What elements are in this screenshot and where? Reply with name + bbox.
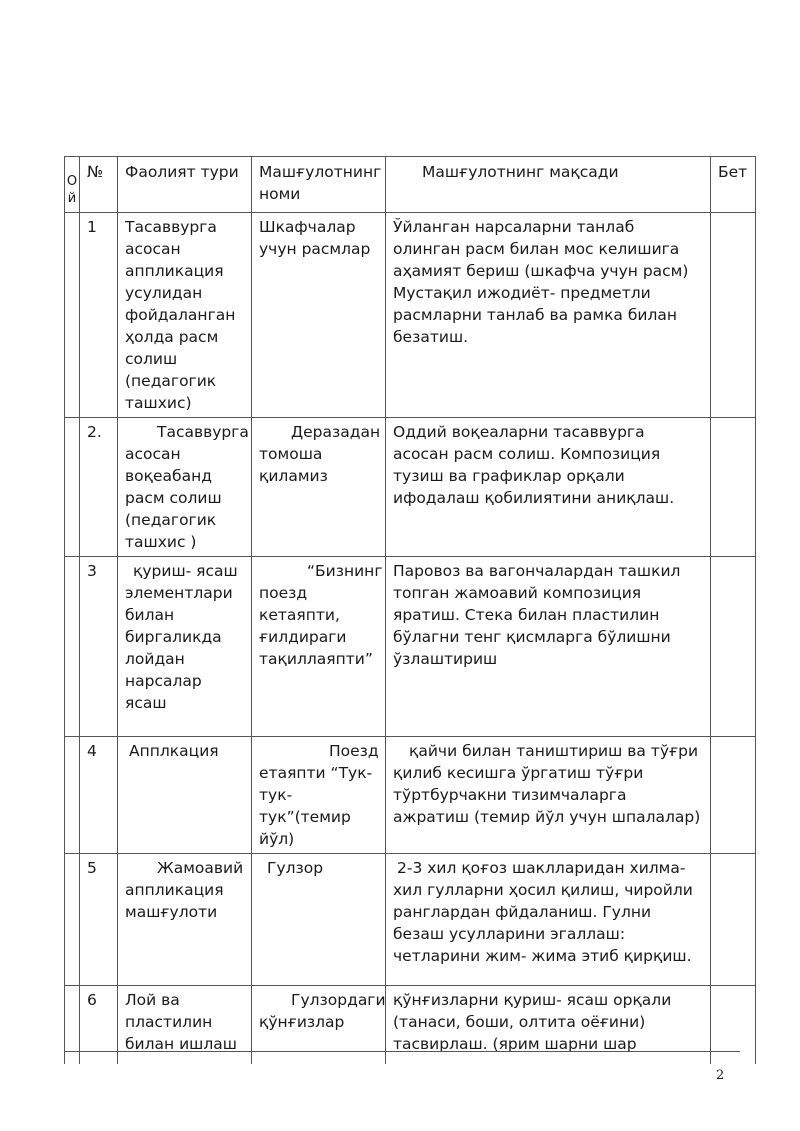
lesson-goal-cell: Ўйланган нарсаларни танлаб олинган расм билан мос келишига аҳамият бериш (шкафча учун расм) Мустақил ижодиёт- предметли расмларни танлаб ва рамка билан безатиш.: [386, 213, 711, 418]
month-letter-2: й: [67, 191, 77, 206]
month-label: [65, 173, 79, 207]
header-page: Бет: [711, 157, 756, 213]
row-number: 3: [80, 557, 118, 737]
table-row: [65, 737, 756, 854]
page-cell: [711, 213, 756, 418]
header-lesson-name: Машғулотнинг номи: [252, 157, 386, 213]
month-cell: [65, 854, 80, 986]
row-number: 2.: [80, 418, 118, 557]
header-lesson-goal: Машғулотнинг мақсади: [386, 157, 711, 213]
month-cell: [65, 418, 80, 557]
table-row: [65, 854, 756, 986]
page-cell: [711, 557, 756, 737]
lesson-name-cell: Шкафчалар учун расмлар: [252, 213, 386, 418]
header-month: [65, 157, 80, 213]
activity-type-cell: Тасаввурга асосан аппликация усулидан фойдаланган ҳолда расм солиш (педагогик ташхис): [118, 213, 252, 418]
month-cell: [65, 737, 80, 854]
table-row: [65, 213, 756, 418]
table-row: [65, 418, 756, 557]
table-header-row: [65, 157, 756, 213]
activity-type-cell: Тасаввурга асосан воқеабанд расм солиш (педагогик ташхис ): [118, 418, 252, 557]
row-number: 5: [80, 854, 118, 986]
activity-type-cell: Апплкация: [118, 737, 252, 854]
row-number: 4: [80, 737, 118, 854]
lesson-goal-cell: 2-3 хил қоғоз шаклларидан хилма-хил гулларни ҳосил қилиш, чиройли ранглардан фйдаланиш. Гулни безаш усулларини эгаллаш: четларини жим- жима этиб қирқиш.: [386, 854, 711, 986]
lesson-goal-cell: қайчи билан таништириш ва тўғри қилиб кесишга ўргатиш тўғри тўртбурчакни тизимчаларга ажратиш (темир йўл учун шпалалар): [386, 737, 711, 854]
lesson-name-cell: Гулзордаги қўнғизлар: [252, 986, 386, 1064]
header-number: №: [80, 157, 118, 213]
activity-type-cell: қуриш- ясаш элементлари билан биргаликда лойдан нарсалар ясаш: [118, 557, 252, 737]
lesson-plan-table: [64, 156, 756, 1064]
table-row: [65, 557, 756, 737]
lesson-name-cell: “Бизнинг поезд кетаяпти, ғилдираги тақиллаяпти”: [252, 557, 386, 737]
month-cell: [65, 557, 80, 737]
lesson-name-cell: Гулзор: [252, 854, 386, 986]
row-number: 6: [80, 986, 118, 1064]
page-cell: [711, 418, 756, 557]
page-number: 2: [716, 1068, 725, 1083]
lesson-name-cell: Поезд етаяпти “Тук-тук- тук”(темир йўл): [252, 737, 386, 854]
activity-type-cell: Жамоавий аппликация машғулоти: [118, 854, 252, 986]
header-activity-type: Фаолият тури: [118, 157, 252, 213]
lesson-goal-cell: қўнғизларни қуриш- ясаш орқали (танаси, боши, олтита оёғини) тасвирлаш. (ярим шарни шар: [386, 986, 711, 1064]
lesson-goal-cell: Паровоз ва вагончалардан ташкил топган жамоавий композиция яратиш. Стека билан пластилин бўлагни тенг қисмларга бўлишни ўзлаштириш: [386, 557, 711, 737]
table-bottom-edge: [64, 1051, 740, 1052]
month-letter-1: О: [66, 174, 78, 189]
row-number: 1: [80, 213, 118, 418]
page-cell: [711, 737, 756, 854]
month-cell: [65, 213, 80, 418]
page-cell: [711, 854, 756, 986]
activity-type-cell: Лой ва пластилин билан ишлаш: [118, 986, 252, 1064]
lesson-goal-cell: Оддий воқеаларни тасаввурга асосан расм солиш. Композиция тузиш ва графиклар орқали ифодалаш қобилиятини аниқлаш.: [386, 418, 711, 557]
lesson-name-cell: Деразадан томоша қиламиз: [252, 418, 386, 557]
